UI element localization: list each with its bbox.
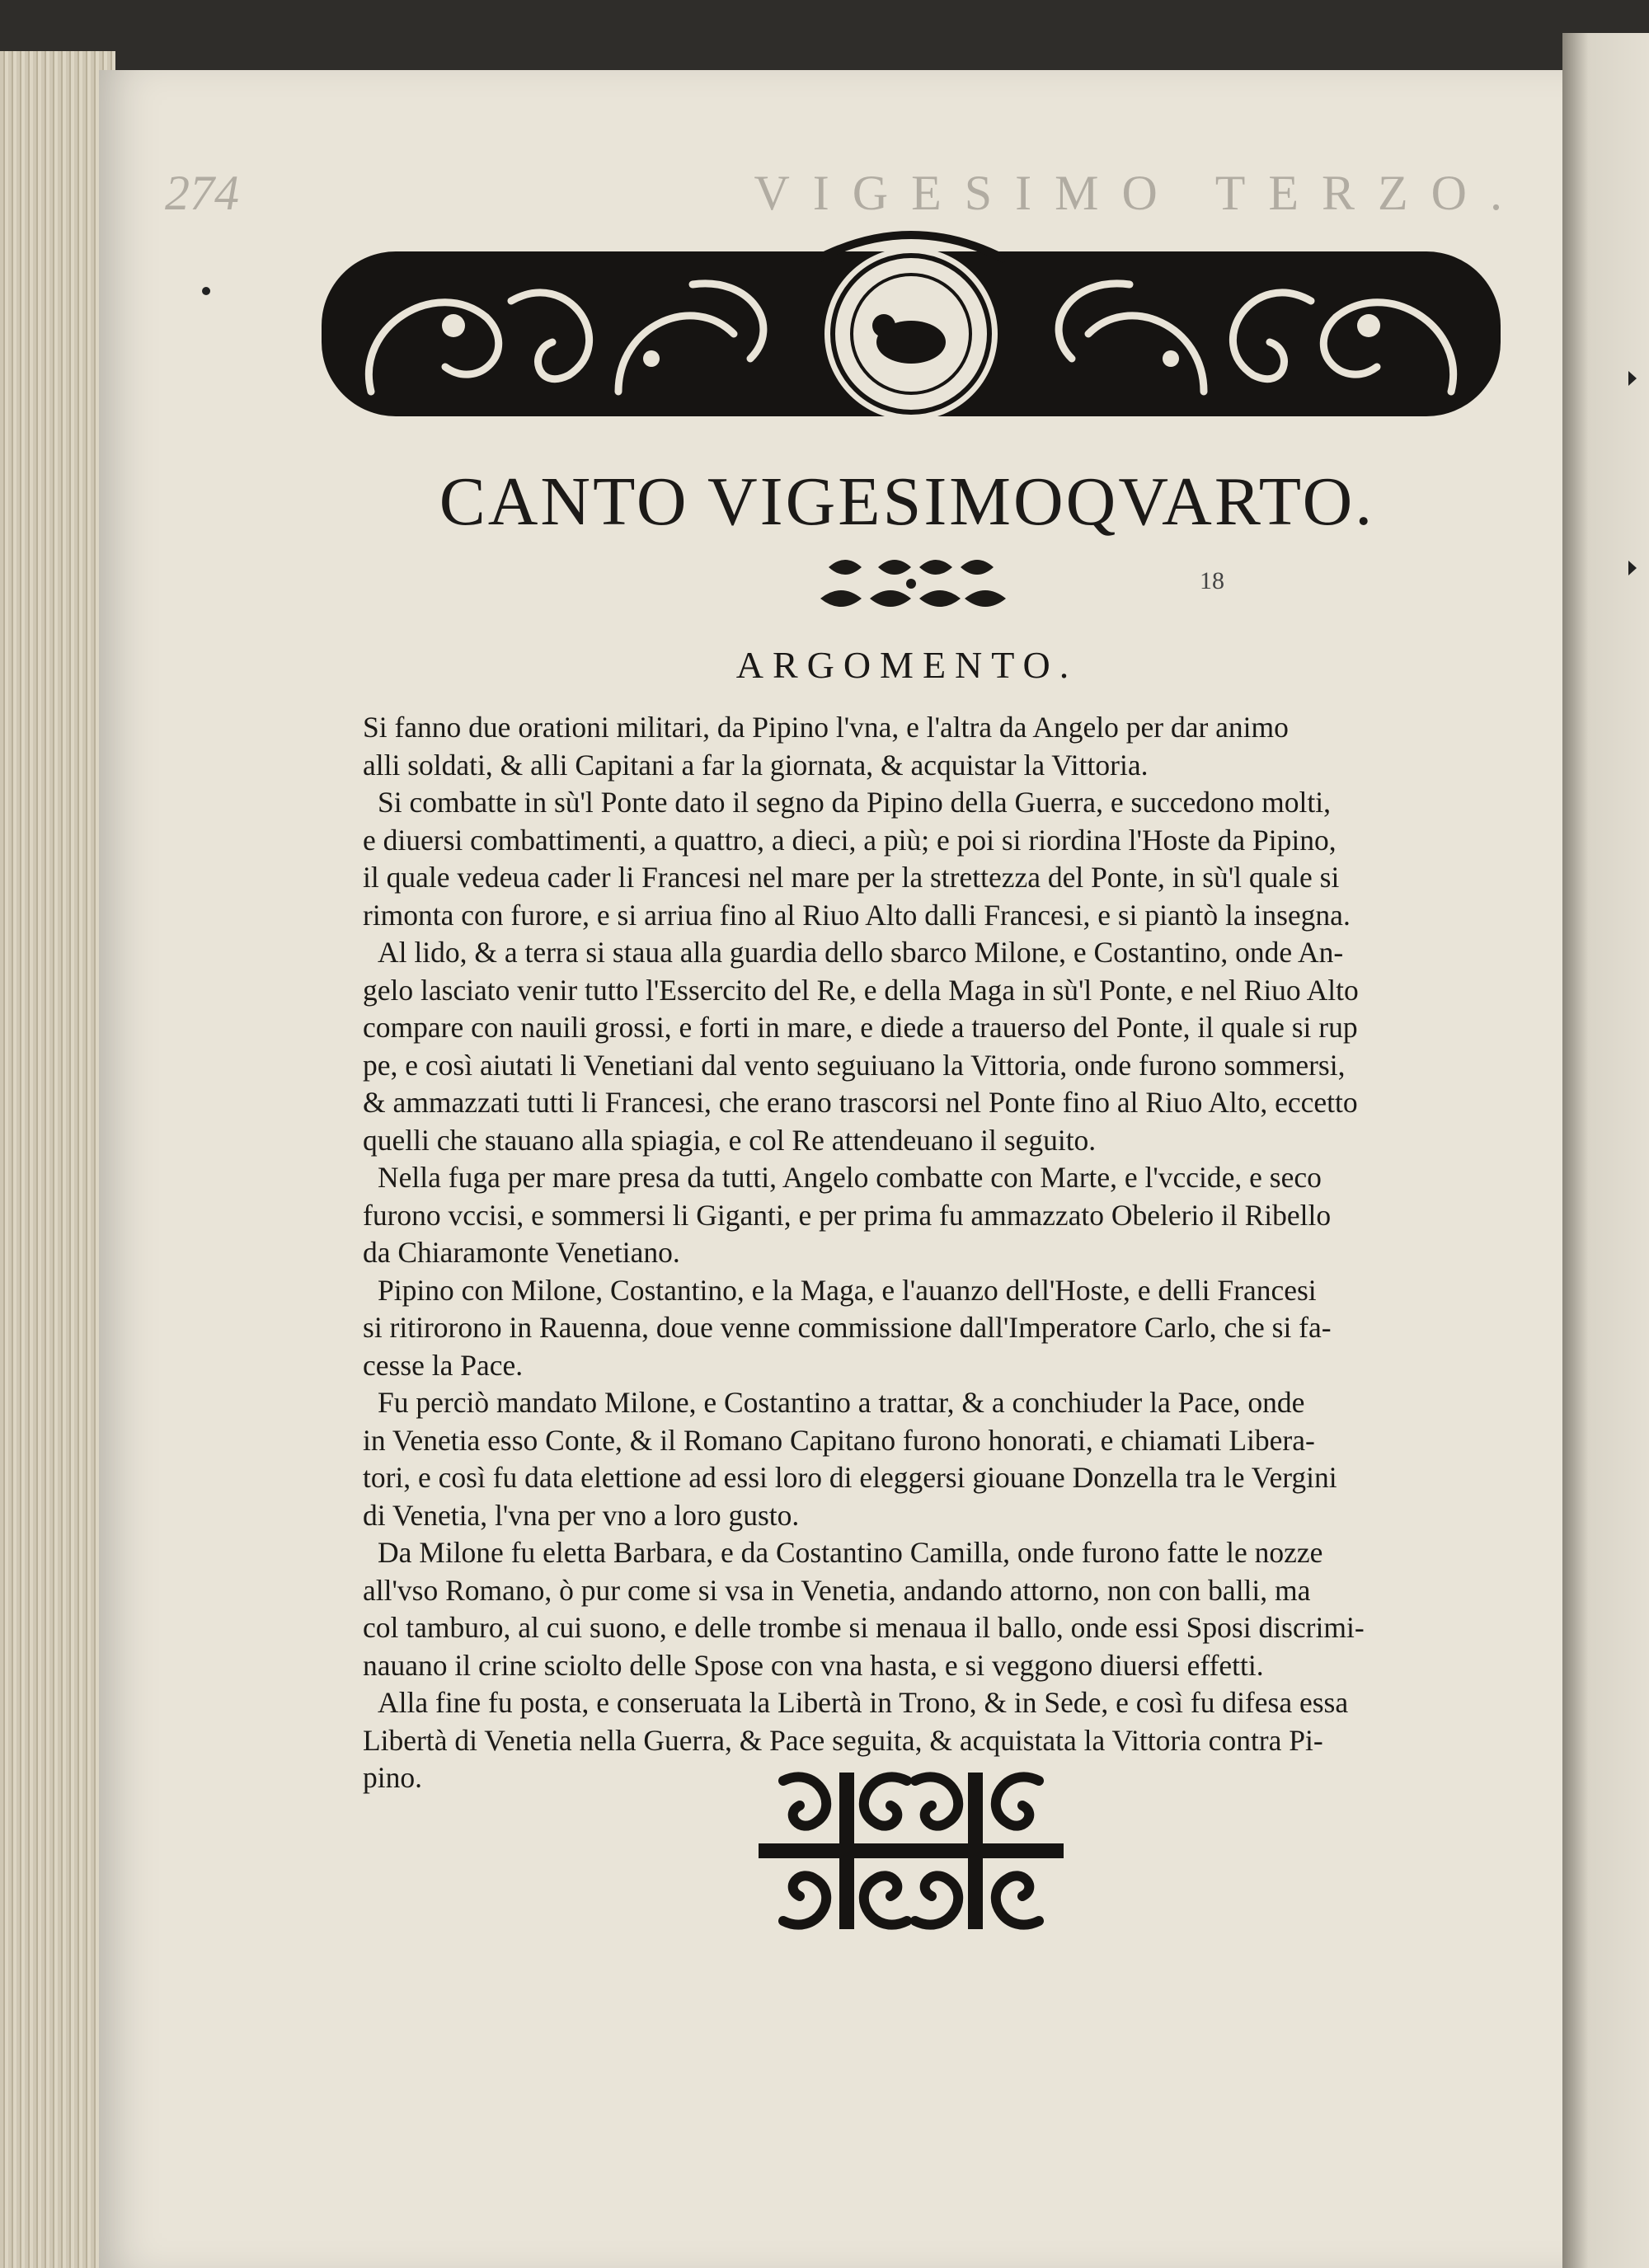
paragraph <box>363 1534 1484 1684</box>
paragraph <box>363 1159 1484 1272</box>
paragraph <box>363 709 1484 784</box>
text-line: compare con nauili grossi, e forti in mare, e diede a trauerso del Ponte, il quale si rup <box>363 1011 1358 1044</box>
paragraph <box>363 784 1484 934</box>
text-line: Si fanno due orationi militari, da Pipino l'vna, e l'altra da Angelo per dar animo <box>363 711 1289 744</box>
text-line: pino. <box>363 1761 422 1794</box>
text-line: e diuersi combattimenti, a quattro, a dieci, a più; e poi si riordina l'Hoste da Pipino, <box>363 823 1337 857</box>
text-line: da Chiaramonte Venetiano. <box>363 1236 680 1269</box>
running-title: VIGESIMO TERZO. <box>754 166 1525 220</box>
text-line: Da Milone fu eletta Barbara, e da Costantino Camilla, onde furono fatte le nozze <box>378 1536 1323 1569</box>
tab-marker-icon <box>1628 561 1637 575</box>
text-line: alli soldati, & alli Capitani a far la giornata, & acquistar la Vittoria. <box>363 748 1149 782</box>
text-line: Nella fuga per mare presa da tutti, Angelo combatte con Marte, e l'vccide, e seco <box>378 1161 1322 1194</box>
text-line: Libertà di Venetia nella Guerra, & Pace seguita, & acquistata la Vittoria contra Pi- <box>363 1723 1323 1757</box>
argomento-text <box>363 709 1484 1797</box>
text-line: quelli che stauano alla spiagia, e col Re attendeuano il seguito. <box>363 1123 1097 1157</box>
text-line: il quale vedeua cader li Francesi nel mare per la strettezza del Ponte, in sù'l quale si <box>363 861 1340 894</box>
text-line: di Venetia, l'vna per vno a loro gusto. <box>363 1498 800 1532</box>
text-line: rimonta con furore, e si arriua fino al Riuo Alto dalli Francesi, e si piantò la insegna. <box>363 898 1351 932</box>
text-line: all'vso Romano, ò pur come si vsa in Venetia, andando attorno, non con balli, ma <box>363 1573 1311 1607</box>
paragraph <box>363 1384 1484 1534</box>
text-line: si ritirorono in Rauenna, doue venne commissione dall'Imperatore Carlo, che si fa- <box>363 1311 1332 1344</box>
text-line: pe, e così aiutati li Venetiani dal vento seguiuano la Vittoria, onde furono sommersi, <box>363 1048 1346 1082</box>
paragraph <box>363 1272 1484 1385</box>
running-head <box>165 165 1525 220</box>
tab-marker-icon <box>1628 371 1637 386</box>
text-line: furono vccisi, e sommersi li Giganti, e per prima fu ammazzato Obelerio il Ribello <box>363 1198 1332 1232</box>
paragraph <box>363 934 1484 1159</box>
headpiece-ornament <box>322 227 1501 441</box>
text-line: & ammazzati tutti li Francesi, che erano trascorsi nel Ponte fino al Riuo Alto, eccetto <box>363 1086 1358 1119</box>
text-line: cesse la Pace. <box>363 1348 524 1382</box>
text-line: Pipino con Milone, Costantino, e la Maga, e l'auanzo dell'Hoste, e delli Francesi <box>378 1273 1317 1307</box>
text-line: gelo lasciato venir tutto l'Essercito del Re, e della Maga in sù'l Ponte, e nel Riuo Alto <box>363 973 1359 1007</box>
argomento-heading: ARGOMENTO. <box>735 644 1078 686</box>
text-line: in Venetia esso Conte, & il Romano Capitano furono honorati, e chiamati Libera- <box>363 1423 1315 1457</box>
canto-title: CANTO VIGESIMOQVARTO. <box>439 463 1375 540</box>
fleuron-ornament <box>812 551 1010 617</box>
text-line: Alla fine fu posta, e conseruata la Libertà in Trono, & in Sede, e così fu difesa essa <box>378 1686 1349 1719</box>
page-number: 274 <box>165 166 239 220</box>
signature-mark: 18 <box>1200 567 1224 594</box>
facing-page-edge <box>1562 33 1649 2268</box>
text-line: Al lido, & a terra si staua alla guardia dello sbarco Milone, e Costantino, onde An- <box>378 936 1344 969</box>
text-line: tori, e così fu data elettione ad essi loro di eleggersi giouane Donzella tra le Vergini <box>363 1461 1337 1494</box>
ink-dot <box>202 287 210 295</box>
text-line: Fu perciò mandato Milone, e Costantino a trattar, & a conchiuder la Pace, onde <box>378 1386 1305 1419</box>
page-edges <box>0 51 115 2268</box>
text-line: Si combatte in sù'l Ponte dato il segno da Pipino della Guerra, e succedono molti, <box>378 786 1331 819</box>
text-line: col tamburo, al cui suono, e delle trombe si menaua il ballo, onde essi Sposi discrimi- <box>363 1611 1365 1644</box>
tailpiece-ornament <box>750 1756 1072 1946</box>
text-line: nauano il crine sciolto delle Spose con vna hasta, e si veggono diuersi effetti. <box>363 1648 1264 1682</box>
